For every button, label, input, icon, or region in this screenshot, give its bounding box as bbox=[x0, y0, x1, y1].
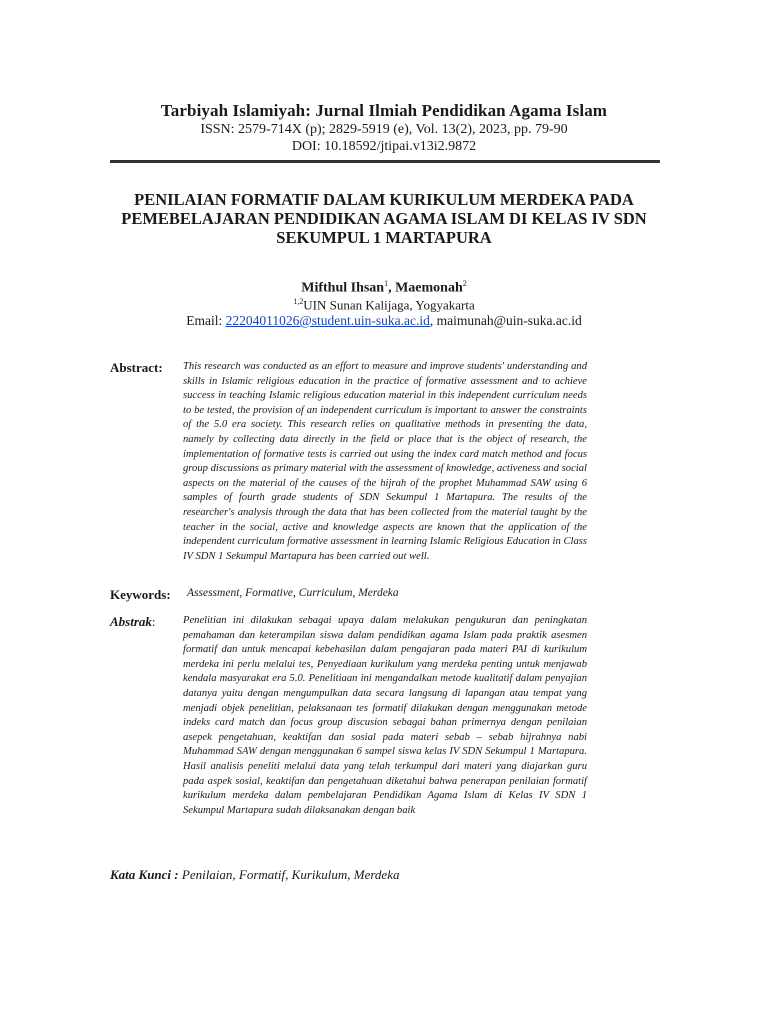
author-2: Maemonah bbox=[395, 280, 463, 296]
paper-title: PENILAIAN FORMATIF DALAM KURIKULUM MERDEKA PADA PEMEBELAJARAN PENDIDIKAN AGAMA ISLAM DI KELAS IV SDN SEKUMPUL 1 MARTAPURA bbox=[121, 190, 647, 247]
author-1-sup: 1 bbox=[384, 279, 389, 288]
kata-kunci-line bbox=[110, 867, 399, 883]
email-link-1[interactable]: 22204011026@student.uin-suka.ac.id bbox=[225, 313, 430, 328]
abstract-text: This research was conducted as an effort to measure and improve students' understanding and skills in Islamic religious education in the practice of formative assessment and to achieve success in teaching Islamic religious education material in this independent curriculum needs to be tested, the provision of an independent curriculum is important to answer the constraints of the 5.0 era society. This research relies on qualitative methods in presenting the data, namely by collecting data directly in the field or place that is the object of research, the implementation of formative tests is carried out using the index card match method and focus group discussions as primary material with the assessment of knowledge, activeness and social aspects on the material of the causes of the hijrah of the prophet Muhammad SAW using 6 samples of fourth grade students of SDN Sekumpul 1 Martapura. The results of the researcher's analysis through the data that has been collected from the material taught by the teacher in the social, active and knowledge aspects are known that the application of the independent curriculum formative assessment in learning Islamic Religious Education in Class IV SDN 1 Sekumpul Martapura has been carried out well. bbox=[183, 361, 587, 562]
journal-title: Tarbiyah Islamiyah: Jurnal Ilmiah Pendidikan Agama Islam bbox=[160, 101, 608, 120]
doi-line: DOI: 10.18592/jtipai.v13i2.9872 bbox=[291, 139, 477, 154]
issn-line: ISSN: 2579-714X (p); 2829-5919 (e), Vol. 13(2), 2023, pp. 79-90 bbox=[200, 122, 568, 137]
abstrak-label-text: Abstrak bbox=[110, 614, 152, 629]
abstrak-label-colon: : bbox=[151, 614, 156, 629]
author-1: Mifthul Ihsan bbox=[301, 280, 385, 296]
keywords-value: Assessment, Formative, Curriculum, Merdeka bbox=[187, 587, 399, 599]
email-rest: , maimunah@uin-suka.ac.id bbox=[429, 313, 582, 328]
affiliation: UIN Sunan Kalijaga, Yogyakarta bbox=[303, 297, 475, 313]
author-separator: , bbox=[388, 280, 396, 296]
kata-kunci-value: Penilaian, Formatif, Kurikulum, Merdeka bbox=[178, 867, 400, 882]
abstrak-text: Penelitian ini dilakukan sebagai upaya dalam melakukan pengukuran dan peningkatan pemahaman dan keterampilan siswa dalam pendidikan agama Islam pada praktik asesmen formatif dan untuk mencapai kebehasilan dalam pengajaran pada materi PAI di kurikulum merdeka ini perlu melalui tes, Penyediaan kurikulum yang merdeka penting untuk menjawab kendala masyarakat era 5.0. Penelitiaan ini mengandalkan metode kualitatif dalam penyajian datanya yaitu dengan mengumpulkan data secara langsung di lapangan atau tempat yang menjadi objek penelitian, pelaksanaan tes formatif dilakukan dengan menggunakan metode indeks card match dan focus group discusion sebagai bahan primernya dengan penilaian asepek pengetahuan, keaktifan dan sosial pada materi sebab – sebab hijrahnya nabi Muhammad SAW dengan menggunakan 6 sampel siswa kelas IV SDN Sekumpul 1 Martapura. Hasil analisis peneliti melalui data yang telah terkumpul dari materi yang diajarkan guru pada aspek sosial, keaktifan dan pengetahuan diketahui bahwa penerapan penilaian formatif kurikulum merdeka dalam pembelajaran Pendidikan Agama Islam di Kelas IV SDN 1 Sekumpul Martapura sudah dilaksanakan dengan baik bbox=[183, 615, 587, 816]
author-line bbox=[0, 279, 768, 297]
abstract-label: Abstract: bbox=[110, 360, 163, 375]
kata-kunci-label: Kata Kunci : bbox=[110, 867, 179, 882]
keywords-label: Keywords: bbox=[110, 587, 171, 602]
affiliation-line bbox=[0, 297, 768, 313]
author-2-sup: 2 bbox=[462, 279, 467, 288]
email-label: Email: bbox=[186, 313, 226, 328]
affiliation-sup: 1,2 bbox=[293, 297, 304, 306]
header-divider bbox=[110, 160, 660, 163]
abstrak-label bbox=[110, 614, 156, 630]
email-line bbox=[0, 313, 768, 329]
